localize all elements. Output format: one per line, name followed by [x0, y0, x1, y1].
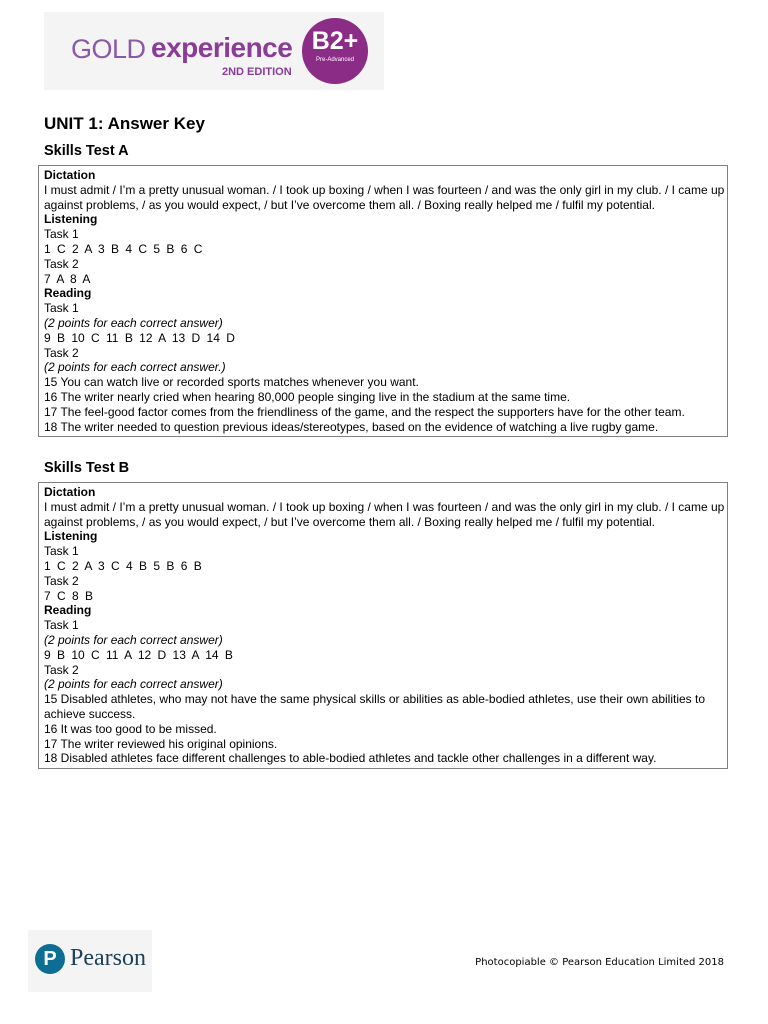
answer-16: 16 It was too good to be missed. — [44, 721, 217, 736]
skills-test-a-box — [38, 165, 728, 437]
level-badge — [302, 18, 368, 84]
reading-task1-label: Task 1 — [44, 618, 79, 633]
reading-task1-points: (2 points for each correct answer) — [44, 632, 223, 647]
listening-task2-answers: 7 A 8 A — [44, 271, 91, 286]
reading-task1-answers: 9 B 10 C 11 A 12 D 13 A 14 B — [44, 647, 233, 662]
dictation-label: Dictation — [44, 168, 96, 182]
skills-test-a-heading: Skills Test A — [44, 143, 129, 159]
dictation-text: I must admit / I’m a pretty unusual woman. / I took up boxing / when I was fourteen / and was the only girl in my club. / I came up against problems, / as you would expect, / but I’ve overcome them all. / Boxing really helped me / fulfil my potential. — [44, 499, 725, 529]
page-title: UNIT 1: Answer Key — [44, 114, 205, 133]
listening-task1-answers: 1 C 2 A 3 C 4 B 5 B 6 B — [44, 558, 202, 573]
reading-task2-points: (2 points for each correct answer) — [44, 677, 223, 692]
skills-test-b-box — [38, 482, 728, 769]
answer-15: 15 Disabled athletes, who may not have the same physical skills or abilities as able-bodied athletes, use their own abilities to achieve success. — [44, 692, 706, 721]
dictation-label: Dictation — [44, 485, 96, 499]
dictation-text: I must admit / I’m a pretty unusual woman. / I took up boxing / when I was fourteen / and was the only girl in my club. / I came up against problems, / as you would expect, / but I’ve overcome them all. / Boxing really helped me / fulfil my potential. — [44, 182, 725, 212]
pearson-p-icon: P — [35, 944, 65, 974]
pearson-logo — [28, 930, 152, 992]
reading-task1-points: (2 points for each correct answer) — [44, 315, 223, 330]
badge-sub-text: Pre-Advanced — [315, 57, 355, 63]
answer-18: 18 The writer needed to question previous ideas/stereotypes, based on the evidence of watching a live rugby game. — [44, 419, 659, 434]
answer-17: 17 The writer reviewed his original opinions. — [44, 736, 278, 751]
badge-level-text: B2+ — [311, 27, 359, 55]
listening-task2-answers: 7 C 8 B — [44, 588, 94, 603]
listening-task2-label: Task 2 — [44, 573, 79, 588]
listening-label: Listening — [44, 212, 98, 227]
skills-test-b-heading: Skills Test B — [44, 460, 130, 476]
logo-experience-text: experience — [151, 32, 293, 63]
reading-task1-label: Task 1 — [44, 301, 79, 316]
listening-label: Listening — [44, 529, 98, 544]
gold-experience-logo — [44, 12, 384, 90]
reading-label: Reading — [44, 286, 92, 301]
answer-17: 17 The feel-good factor comes from the friendliness of the game, and the respect the supporters have for the other team. — [44, 404, 685, 419]
listening-task1-label: Task 1 — [44, 227, 79, 242]
reading-task2-points: (2 points for each correct answer.) — [44, 360, 226, 375]
reading-task2-label: Task 2 — [44, 662, 79, 677]
logo-edition-text: 2ND EDITION — [222, 66, 292, 78]
reading-task2-label: Task 2 — [44, 345, 79, 360]
pearson-wordmark: Pearson — [70, 945, 146, 971]
logo-gold-text: GOLD — [71, 34, 146, 64]
reading-label: Reading — [44, 603, 92, 618]
copyright-notice: Photocopiable © Pearson Education Limited 2018 — [475, 957, 724, 968]
answer-18: 18 Disabled athletes face different challenges to able-bodied athletes and tackle other challenges in a different way. — [44, 751, 657, 766]
answer-16: 16 The writer nearly cried when hearing 80,000 people singing live in the stadium at the same time. — [44, 389, 571, 404]
listening-task2-label: Task 2 — [44, 256, 79, 271]
answer-15: 15 You can watch live or recorded sports matches whenever you want. — [44, 375, 419, 390]
reading-task1-answers: 9 B 10 C 11 B 12 A 13 D 14 D — [44, 330, 235, 345]
listening-task1-label: Task 1 — [44, 544, 79, 559]
listening-task1-answers: 1 C 2 A 3 B 4 C 5 B 6 C — [44, 241, 203, 256]
